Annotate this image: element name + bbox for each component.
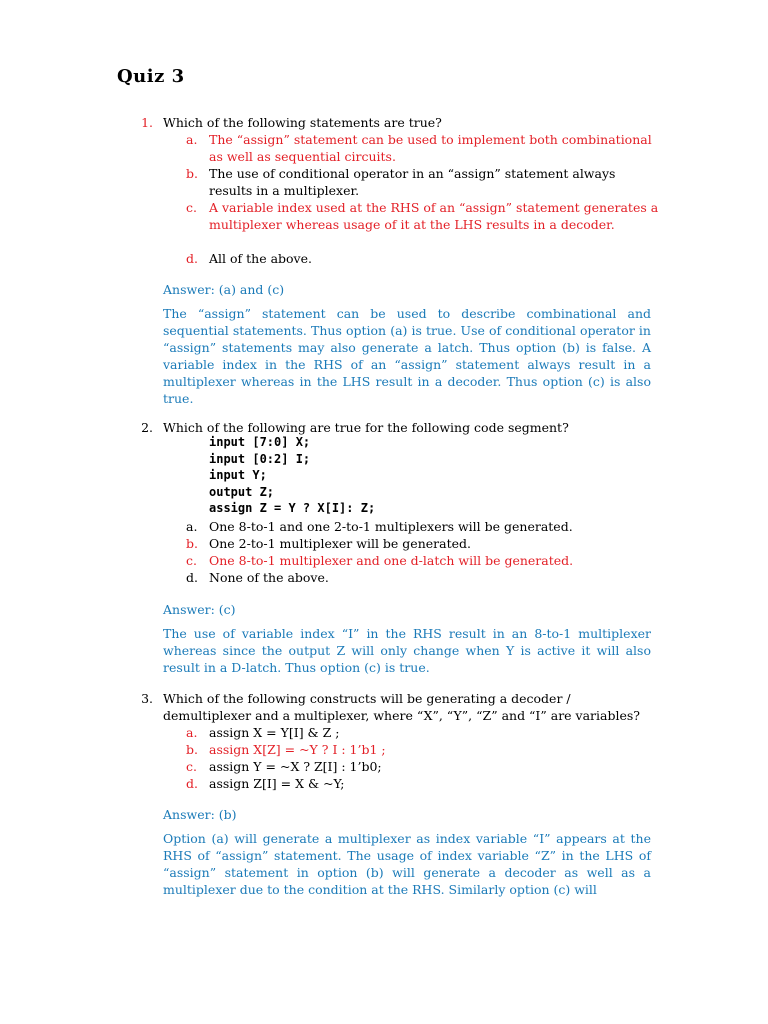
code-line: input Y;: [209, 468, 267, 482]
option-text: The use of conditional operator in an “assign” statement always results in a multiplexer.: [209, 166, 616, 198]
option-text: assign X[Z] = ~Y ? I : 1’b1 ;: [209, 742, 386, 757]
option-text: A variable index used at the RHS of an “assign” statement generates a multiplexer whereas usage of it at the LHS results in a decoder.: [209, 200, 659, 232]
option-text: None of the above.: [209, 570, 329, 585]
option-text: All of the above.: [209, 251, 312, 266]
question-2-text: Which of the following are true for the following code segment?: [163, 420, 569, 435]
option-letter: c.: [186, 759, 197, 774]
option-letter: c.: [186, 553, 197, 568]
code-segment: [209, 434, 375, 517]
option-letter: d.: [186, 570, 198, 585]
question-3-answer: Answer: (b): [163, 807, 237, 822]
question-1-answer: Answer: (a) and (c): [163, 282, 285, 297]
option-letter: b.: [186, 536, 198, 551]
option-letter: a.: [186, 519, 198, 534]
question-1-explanation: The “assign” statement can be used to describe combinational and sequential statements. Thus option (a) is true. Use of conditional operator in “assign” statements may also generate a latch. Thus option (b) is false. A variable index in the RHS of an “assign” statement always result in a multiplexer whereas in the LHS result in a decoder. Thus option (c) is also true.: [163, 306, 651, 406]
option-letter: b.: [186, 166, 198, 181]
option-letter: d.: [186, 251, 198, 266]
option-text: assign Z[I] = X & ~Y;: [209, 776, 345, 791]
question-1-text: Which of the following statements are true?: [163, 115, 442, 130]
option-letter: c.: [186, 200, 197, 215]
option-letter: a.: [186, 132, 198, 147]
code-line: input [7:0] X;: [209, 435, 311, 449]
question-2-explanation: The use of variable index “I” in the RHS result in an 8-to-1 multiplexer whereas since the output Z will only change when Y is active it will also result in a D-latch. Thus option (c) is true.: [163, 626, 651, 675]
option-letter: a.: [186, 725, 198, 740]
option-text: assign Y = ~X ? Z[I] : 1’b0;: [209, 759, 382, 774]
question-3-explanation: Option (a) will generate a multiplexer as index variable “I” appears at the RHS of “assign” statement. The usage of index variable “Z” in the LHS of “assign” statement in option (b) will generate a decoder as well as a multiplexer due to the condition at the RHS. Similarly option (c) will: [163, 831, 651, 897]
question-1-number: 1.: [141, 115, 153, 130]
option-text: One 8-to-1 multiplexer and one d-latch will be generated.: [209, 553, 574, 568]
option-letter: b.: [186, 742, 198, 757]
option-text: One 2-to-1 multiplexer will be generated.: [209, 536, 471, 551]
code-line: assign Z = Y ? X[I]: Z;: [209, 501, 376, 515]
question-2-answer: Answer: (c): [163, 602, 236, 617]
question-3-number: 3.: [141, 691, 153, 706]
question-2-number: 2.: [141, 420, 153, 435]
option-text: One 8-to-1 and one 2-to-1 multiplexers will be generated.: [209, 519, 573, 534]
code-line: output Z;: [209, 484, 275, 499]
question-3-text: Which of the following constructs will be generating a decoder / demultiplexer and a multiplexer, where “X”, “Y”, “Z” and “I” are variables?: [163, 691, 640, 723]
code-line: input [0:2] I;: [209, 451, 311, 466]
option-text: assign X = Y[I] & Z ;: [209, 725, 340, 740]
option-letter: d.: [186, 776, 198, 791]
option-text: The “assign” statement can be used to implement both combinational as well as sequential circuits.: [209, 132, 652, 164]
page-title: Quiz 3: [117, 66, 185, 87]
